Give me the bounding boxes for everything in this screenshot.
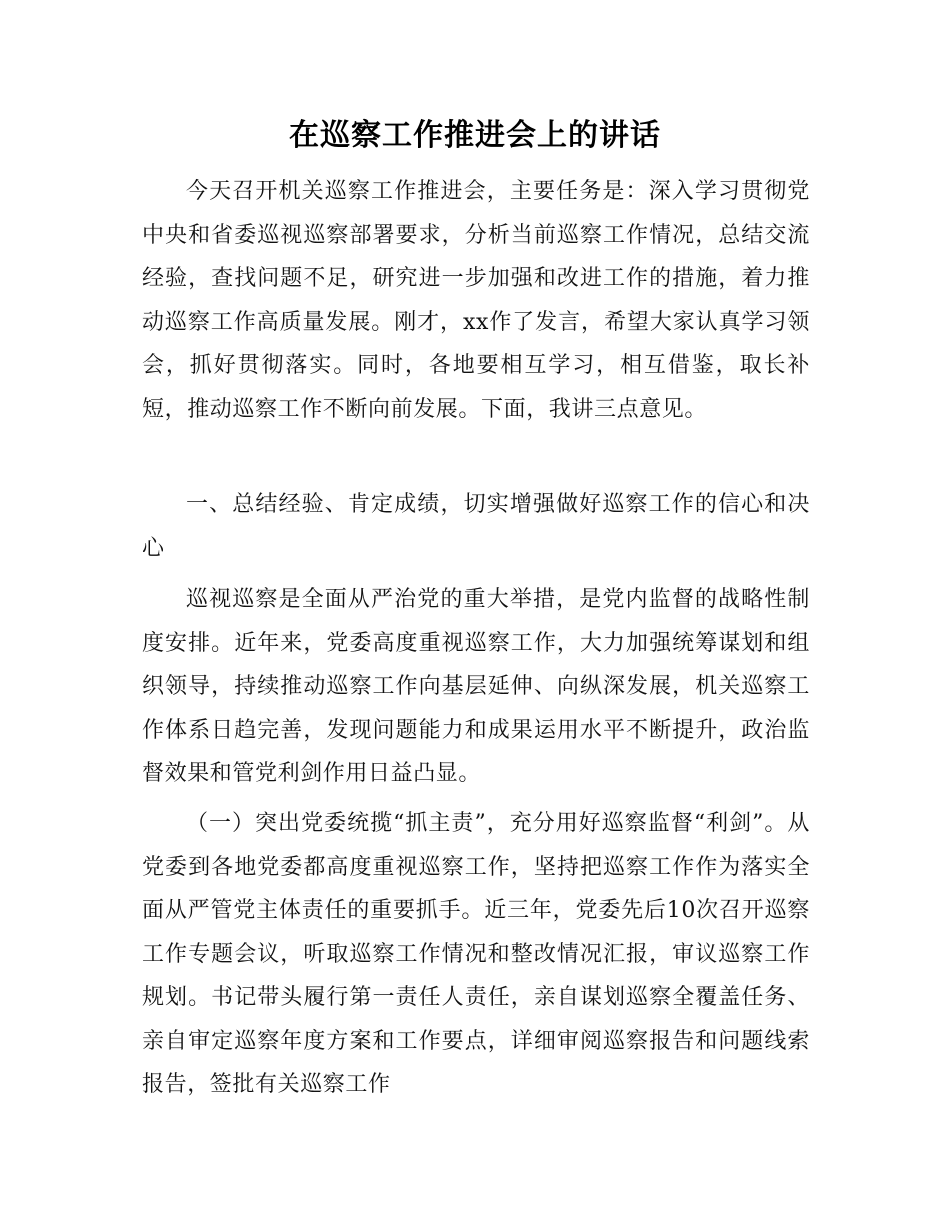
- paragraph-overview: 巡视巡察是全面从严治党的重大举措，是党内监督的战略性制度安排。近年来，党委高度重视巡察工作，大力加强统筹谋划和组织领导，持续推动巡察工作向基层延伸、向纵深发展，机关巡察工作体系日趋完善，发现问题能力和成果运用水平不断提升，政治监督效果和管党利剑作用日益凸显。: [142, 587, 810, 786]
- paragraph-subsection-1: （一）突出党委统揽“抓主责”，充分用好巡察监督“利剑”。从党委到各地党委都高度重视巡察工作，坚持把巡察工作作为落实全面从严管党主体责任的重要抓手。近三年，党委先后10次召开巡察工作专题会议，听取巡察工作情况和整改情况汇报，审议巡察工作规划。书记带头履行第一责任人责任，亲自谋划巡察全覆盖任务、亲自审定巡察年度方案和工作要点，详细审阅巡察报告和问题线索报告，签批有关巡察工作: [142, 811, 810, 1097]
- document-title: 在巡察工作推进会上的讲话: [289, 118, 661, 153]
- section-heading-1: 一、总结经验、肯定成绩，切实增强做好巡察工作的信心和决心: [142, 492, 810, 561]
- paragraph-intro: 今天召开机关巡察工作推进会，主要任务是：深入学习贯彻党中央和省委巡视巡察部署要求，分析当前巡察工作情况，总结交流经验，查找问题不足，研究进一步加强和改进工作的措施，着力推动巡察工作高质量发展。刚才，xx作了发言，希望大家认真学习领会，抓好贯彻落实。同时，各地要相互学习，相互借鉴，取长补短，推动巡察工作不断向前发展。下面，我讲三点意见。: [142, 179, 810, 422]
